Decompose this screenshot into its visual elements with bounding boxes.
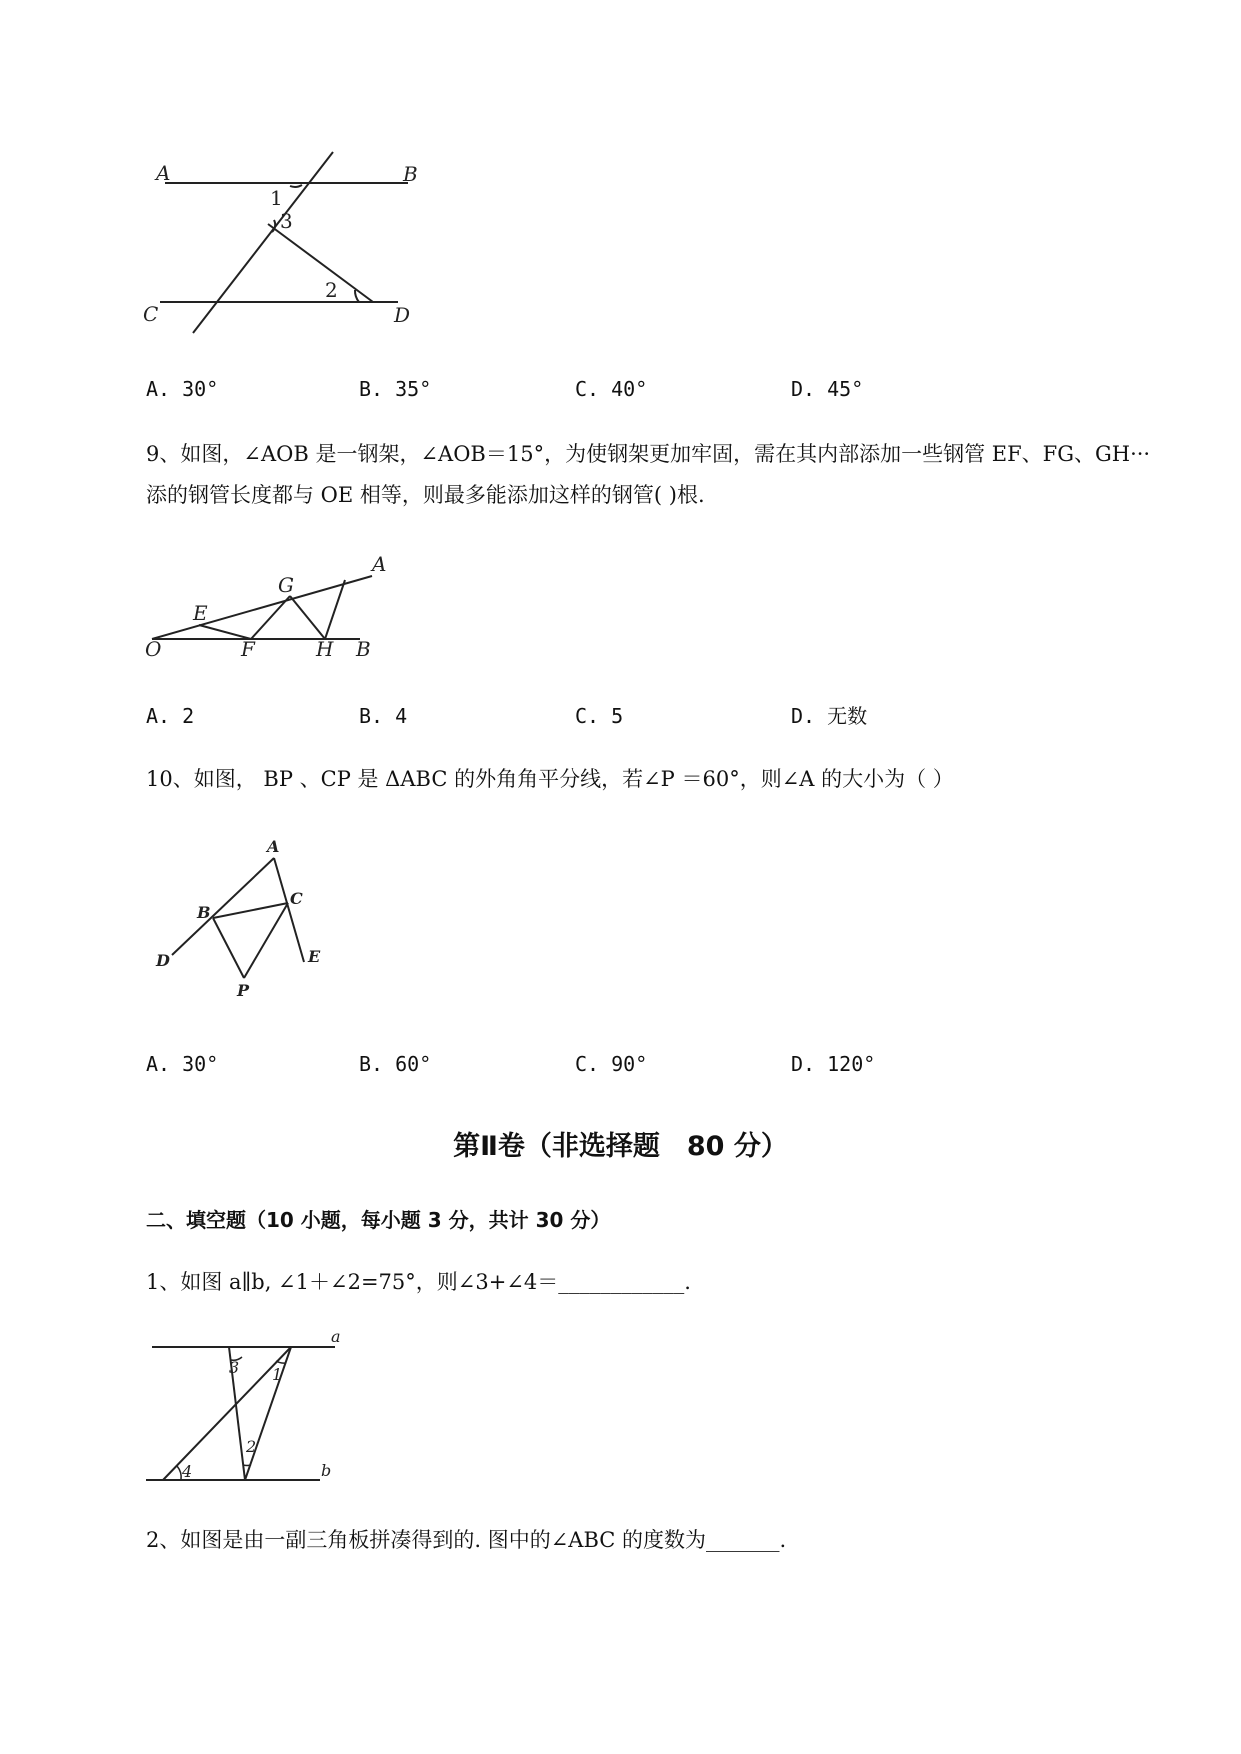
q8-angle-2: 2 [325,278,338,302]
q10-label-p: P [237,981,250,1000]
fill1-angle-3: 3 [229,1358,240,1377]
q10-label-d: D [156,951,170,970]
q8-option-b[interactable]: B. 35° [359,377,432,401]
q10-label-e: E [308,947,321,966]
fill1-question: 1、如图 a∥b, ∠1＋∠2=75°，则∠3+∠4＝____________. [146,1270,691,1294]
q9-label-b: B [356,637,371,661]
q9-label-a: A [372,552,387,576]
section-heading-fill-in: 二、填空题（10 小题，每小题 3 分，共计 30 分） [146,1208,611,1232]
q8-label-b: B [403,162,418,186]
q9-option-c[interactable]: C. 5 [575,704,624,728]
q10-option-c[interactable]: C. 90° [575,1052,648,1076]
q9-label-g: G [278,573,294,597]
part2-title: 第Ⅱ卷（非选择题 80 分） [453,1131,788,1162]
q8-option-d[interactable]: D. 45° [791,377,864,401]
q10-label-a: A [267,837,280,856]
fill1-angle-2: 2 [246,1437,257,1456]
q10-option-d[interactable]: D. 120° [791,1052,876,1076]
q9-option-d[interactable]: D. 无数 [791,704,868,728]
q9-label-f: F [241,637,255,661]
q9-option-a[interactable]: A. 2 [146,704,195,728]
q9-label-o: O [145,637,162,661]
q9-question-line2: 添的钢管长度都与 OE 相等，则最多能添加这样的钢管( )根. [146,483,705,507]
q9-option-b[interactable]: B. 4 [359,704,408,728]
fill1-line-a: a [331,1327,341,1346]
q10-option-b[interactable]: B. 60° [359,1052,432,1076]
q10-label-b: B [197,903,211,922]
q8-angle-1: 1 [270,186,283,210]
fill2-question: 2、如图是由一副三角板拼凑得到的. 图中的∠ABC 的度数为_______. [146,1528,787,1552]
q8-option-a[interactable]: A. 30° [146,377,219,401]
q9-question-line1: 9、如图，∠AOB 是一钢架，∠AOB＝15°，为使钢架更加牢固，需在其内部添加一些钢管 EF、FG、GH··· [146,442,1151,466]
q8-option-c[interactable]: C. 40° [575,377,648,401]
q8-label-a: A [156,161,171,185]
q8-label-d: D [394,303,411,327]
q8-label-c: C [143,302,159,326]
q10-option-a[interactable]: A. 30° [146,1052,219,1076]
q10-label-c: C [290,889,303,908]
q10-question: 10、如图， BP 、CP 是 ΔABC 的外角角平分线，若∠P ＝60°，则∠A 的大小为（ ） [146,767,954,791]
q9-label-e: E [193,601,208,625]
fill1-angle-4: 4 [182,1462,193,1481]
fill1-line-b: b [321,1461,332,1480]
q9-label-h: H [316,637,334,661]
fill1-angle-1: 1 [272,1365,283,1384]
q8-angle-3: 3 [280,209,293,233]
